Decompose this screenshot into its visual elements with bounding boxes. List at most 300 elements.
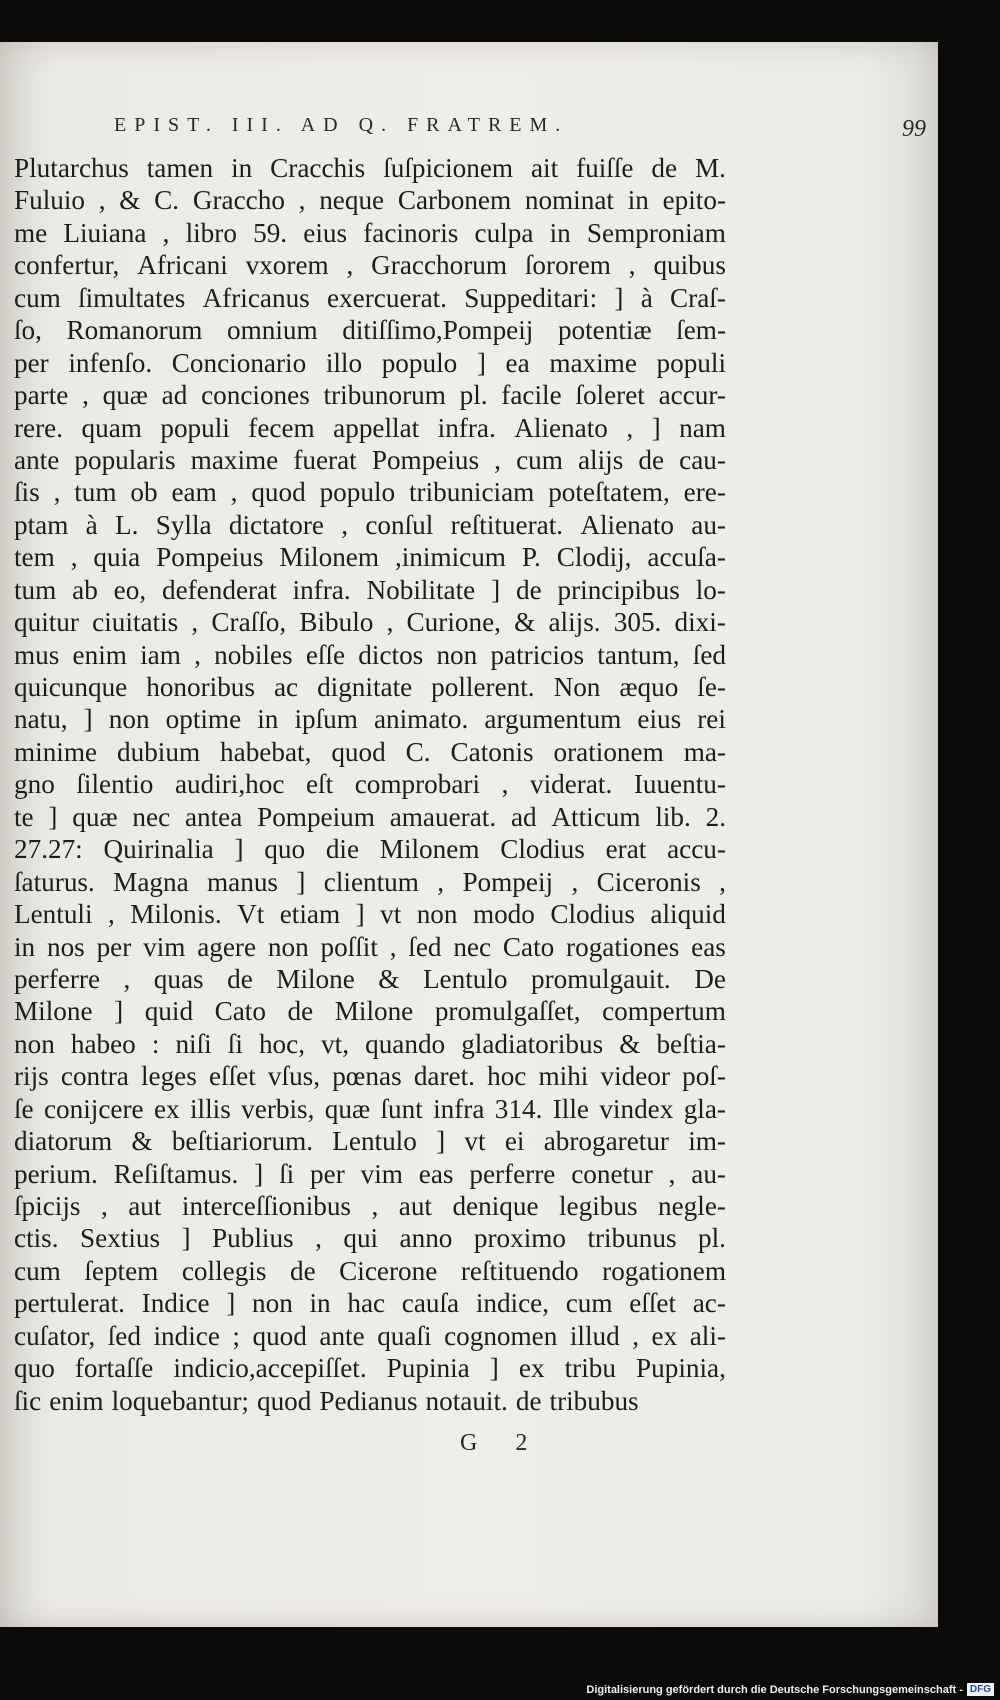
word: non [108,704,150,735]
word: cum [516,444,563,475]
text-line [14,476,726,508]
word: ſed [408,931,442,962]
text-line [14,152,726,184]
word: enim [49,1385,104,1416]
word: 314. [494,1093,543,1124]
word: collegis [181,1255,267,1286]
word: , [501,769,509,800]
word: alijs [577,444,624,475]
word: vim [143,931,186,962]
word: rogationem [602,1255,726,1286]
text-line [14,1093,726,1125]
word: quo [14,1353,55,1384]
word: ma- [683,736,726,767]
word: L. [115,509,139,540]
word: de [651,153,678,183]
word: quibus [653,250,726,281]
word: Ille [552,1093,589,1124]
word: , [668,1158,676,1189]
word: rei [697,704,726,735]
text-line [14,736,726,768]
word: & [619,1028,641,1059]
word: modo [472,899,535,930]
word: ] [355,899,365,930]
word: legibus [559,1191,638,1221]
word: indicio,accepiſſet. [173,1353,367,1384]
word: Vt [237,899,265,930]
word: lib. [655,801,691,832]
word: minime [14,736,98,767]
word: Sylla [155,509,212,540]
word: maxime [549,347,637,378]
word: ctis. [14,1223,59,1254]
word: conijcere [43,1093,144,1124]
word: dubium [117,736,201,767]
page-header [14,114,926,142]
word: ipſum [294,704,358,735]
word: in [627,185,649,216]
word: gladiatoribus [461,1028,604,1059]
word: à [640,282,653,313]
dfg-logo: DFG [967,1683,994,1696]
word: infra [433,1093,485,1124]
word: tum [74,477,117,508]
word: tribu [564,1353,616,1384]
word: rere. [14,412,64,443]
word: quaſi [377,1320,432,1351]
word: beſtia- [656,1028,726,1059]
word: me [14,217,48,248]
word: pœnas [332,1061,402,1092]
word: orationem [553,736,664,767]
word: conſul [365,509,434,540]
word: ſic [14,1385,42,1416]
word: ] [651,412,661,443]
word: iam [140,639,181,670]
word: ] [489,1353,499,1384]
word: ad [161,380,188,411]
word: ſuſpicionem [383,153,514,183]
word: nominat [524,185,614,216]
word: enim [72,639,127,670]
word: non [252,1288,293,1319]
word: ac- [692,1288,726,1319]
word: proximo [473,1223,566,1254]
word: contra [60,1061,129,1092]
word: ſaturus. [14,866,95,897]
word: ſem- [676,315,726,346]
word: pertulerat. [14,1288,125,1319]
word: gno [14,769,55,800]
word: aliquid [650,899,726,930]
word: cum [14,282,61,313]
word: nec [132,801,171,832]
word: beſtiariorum. [171,1126,314,1157]
word: poteſtatem, [548,477,670,508]
word: de [638,444,665,475]
word: poſſit [320,931,378,962]
word: ea [505,347,530,378]
word: ab [72,574,98,605]
word: , [123,963,131,994]
word: videor [600,1061,670,1092]
word: Carbonem [397,185,512,216]
word: ere- [683,477,726,508]
word: erat [605,834,647,865]
word: Pupinia, [636,1353,726,1384]
word: Plutarchus [14,153,129,183]
text-line [14,671,726,703]
word: perferre [469,1158,556,1189]
word: infenſo. [68,347,153,378]
word: , [315,1223,322,1254]
word: reſtituerat. [450,509,564,540]
word: Gracchorum [371,250,508,281]
word: facile [501,380,562,411]
word: quo [264,834,306,865]
word: ] [296,866,306,897]
word: , [628,250,636,281]
word: in [309,1288,331,1319]
word: tribuniciam [408,477,535,508]
word: gla- [683,1093,726,1124]
word: argumentum [484,704,622,735]
word: , [82,380,89,411]
word: eſſe [305,639,346,670]
word: negle- [658,1191,726,1221]
word: rijs [14,1061,49,1092]
word: tantum, [597,639,680,670]
word: quæ [324,1093,371,1124]
body-text [14,152,726,1417]
word: eo, [113,574,147,605]
word: mus [14,639,60,670]
text-line [14,703,726,735]
word: ſunt [380,1093,423,1124]
word: populi [656,347,726,378]
word: leges [140,1061,197,1092]
word: ] [491,574,501,605]
word: fuerat [293,444,357,475]
text-line [14,574,726,606]
word: Pupinia [386,1353,470,1384]
word: conetur [571,1158,653,1189]
word: accuſa- [647,542,726,573]
word: promulgauit. [531,963,671,994]
word: in [231,153,253,183]
word: nos [46,931,85,962]
word: Atticum [551,801,641,832]
word: , [298,185,306,216]
word: ] [226,1288,236,1319]
word: patricios [490,639,585,670]
word: quod [251,477,306,508]
text-line [14,963,726,995]
word: ] [234,834,244,865]
word: Cracchis [270,153,366,183]
word: daret. [413,1061,475,1092]
word: Clodij, [556,542,632,573]
word: eſſet [208,1061,256,1092]
word: & [119,185,141,216]
word: anno [399,1223,453,1254]
word: Alienato [580,509,674,540]
word: Nobilitate [366,574,476,605]
word: , [194,639,201,670]
word: nam [679,412,726,443]
word: Non [553,672,601,702]
word: Lentulo [332,1126,417,1157]
word: neque [319,185,385,216]
word: Milone [276,963,355,994]
word: quæ [102,380,148,411]
text-line [14,541,726,573]
word: non [436,639,478,670]
word: quia [93,542,141,573]
word: culpa [474,217,534,248]
word: Pompeius [371,444,480,475]
word: ] [614,282,624,313]
word: populo [381,347,458,378]
word: ] [254,1158,264,1189]
word: infra. [292,574,351,605]
word: Publius [212,1223,294,1254]
word: ] [83,704,93,735]
word: Pompeius [156,542,264,573]
word: natu, [14,704,68,735]
word: ante [319,1320,365,1351]
word: ] [181,1223,191,1254]
text-line [14,1125,726,1157]
word: Curione, [406,607,501,638]
word: Catonis [450,736,534,767]
word: quicunque [14,672,128,702]
footer-text: Digitalisierung gefördert durch die Deutsche Forschungsgemeinschaft - [586,1683,963,1696]
word: in [14,931,36,962]
word: M. [695,153,726,183]
word: 59. [253,217,288,248]
word: P. [521,542,541,573]
word: eam [171,477,217,508]
word: , [719,866,726,897]
word: ei [504,1126,525,1157]
word: ſed [107,1320,141,1351]
word: , [100,1191,108,1221]
word: , [230,477,238,508]
page-number: 99 [902,116,926,142]
word: cognomen [444,1320,558,1351]
text-line [14,606,726,638]
word: vt [380,899,402,930]
word: notauit. [425,1385,508,1416]
word: in [257,704,279,735]
word: pl. [698,1223,726,1254]
word: mihi [538,1061,589,1092]
word: etiam [279,899,341,930]
digitization-footer [586,1683,994,1696]
word: Cicerone [339,1255,438,1286]
word: ſis [14,477,40,508]
word: facinoris [363,217,459,248]
word: Lentulo [422,963,508,994]
word: appellat [333,412,420,443]
running-title: EPIST. III. AD Q. FRATREM. [114,114,569,136]
word: quando [365,1028,446,1059]
text-line [14,1190,726,1222]
word: pl. [459,380,488,411]
word: Ciceronis [596,866,701,897]
word: Craſſo, [211,607,287,638]
word: , [371,1191,379,1221]
word: compertum [602,996,726,1027]
word: 305. [613,607,662,638]
word: accur- [658,380,726,411]
word: C. [405,736,431,767]
word: perferre [14,963,101,994]
word: , [437,866,445,897]
text-line [14,379,726,411]
word: ] [48,801,58,832]
word: denique [452,1191,539,1221]
text-line [14,184,726,216]
word: Milone [14,996,93,1027]
word: de [289,1255,316,1286]
word: ſo, [14,315,42,346]
word: , [191,607,199,638]
word: ante [14,444,60,475]
word: de [287,996,314,1027]
word: & [131,1126,153,1157]
word: ac [273,672,299,702]
word: tribubus [549,1385,639,1416]
word: ſimultates [78,282,186,313]
word: alijs. [548,607,601,638]
word: , [346,250,354,281]
word: Pompeium [257,801,375,832]
word: Milonis. [130,899,222,930]
word: clientum [323,866,419,897]
word: poſ- [682,1061,726,1092]
word: illis [190,1093,231,1124]
word: ,inimicum [394,542,506,573]
word: hac [347,1288,386,1319]
word: ob [130,477,158,508]
word: cuſator, [14,1320,96,1351]
word: ſed [692,639,726,670]
word: quæ [72,801,118,832]
text-line [14,347,726,379]
word: dictatore [228,509,324,540]
word: Africanus [202,282,310,313]
word: , [494,444,501,475]
word: cum [565,1288,613,1319]
text-line [14,801,726,833]
word: vt, [321,1028,350,1059]
word: tum [14,574,57,605]
word: ali- [689,1320,726,1351]
word: ſoleret [575,380,645,411]
word: pollerent. [431,672,535,702]
word: per [310,1158,345,1189]
word: illo [325,347,363,378]
word: cau- [679,444,726,475]
word: lo- [695,574,726,605]
text-line [14,282,726,314]
word: Bibulo [299,607,374,638]
word: in [549,217,571,248]
word: dignitate [317,672,413,702]
word: qui [343,1223,379,1254]
word: , [98,185,106,216]
word: , [386,607,394,638]
word: per [96,931,132,962]
word: ] [476,347,486,378]
text-line [14,768,726,800]
word: ditiſſimo,Pompeij [342,315,534,346]
word: conciones [201,380,310,411]
word: Pompeij [462,866,554,897]
text-line [14,1255,726,1287]
word: vim [360,1158,403,1189]
text-line [14,412,726,444]
text-line [14,833,726,865]
word: Clodius [500,834,585,865]
word: viderat. [529,769,613,800]
word: , [632,1320,640,1351]
word: Milonem [279,542,380,573]
word: potentiæ [557,315,652,346]
word: ciuitatis [92,607,179,638]
word: indice, [475,1288,550,1319]
word: ſororem [524,250,611,281]
text-line [14,509,726,541]
word: , [571,866,579,897]
text-line [14,217,726,249]
word: 2. [705,801,726,832]
word: ſe [14,1093,34,1124]
word: Reſiſtamus. [113,1158,239,1189]
word: De [694,963,726,994]
word: eſſet [629,1288,677,1319]
word: non [14,1028,55,1059]
word: Indice [141,1288,210,1319]
word: infra. [437,412,496,443]
word: & [514,607,536,638]
signature-mark: G 2 [460,1430,544,1456]
word: eas [418,1158,454,1189]
word: habeo [70,1028,136,1059]
word: de [515,1385,542,1416]
word: tribunus [587,1223,677,1254]
word: non [267,931,309,962]
word: Clodius [550,899,635,930]
word: accu- [667,834,726,865]
word: eſt [305,769,334,800]
word: Quirinalia [103,834,214,865]
word: ſpicijs [14,1191,81,1221]
text-line [14,866,726,898]
word: Gracchо [192,185,285,216]
word: nobiles [214,639,293,670]
word: amauerat. [389,801,497,832]
text-line [14,1158,726,1190]
text-line [14,898,726,930]
word: Romanorum [66,315,203,346]
word: libro [185,217,237,248]
word: Alienato [514,412,608,443]
word: hoc [487,1061,527,1092]
word: ; [232,1320,240,1351]
